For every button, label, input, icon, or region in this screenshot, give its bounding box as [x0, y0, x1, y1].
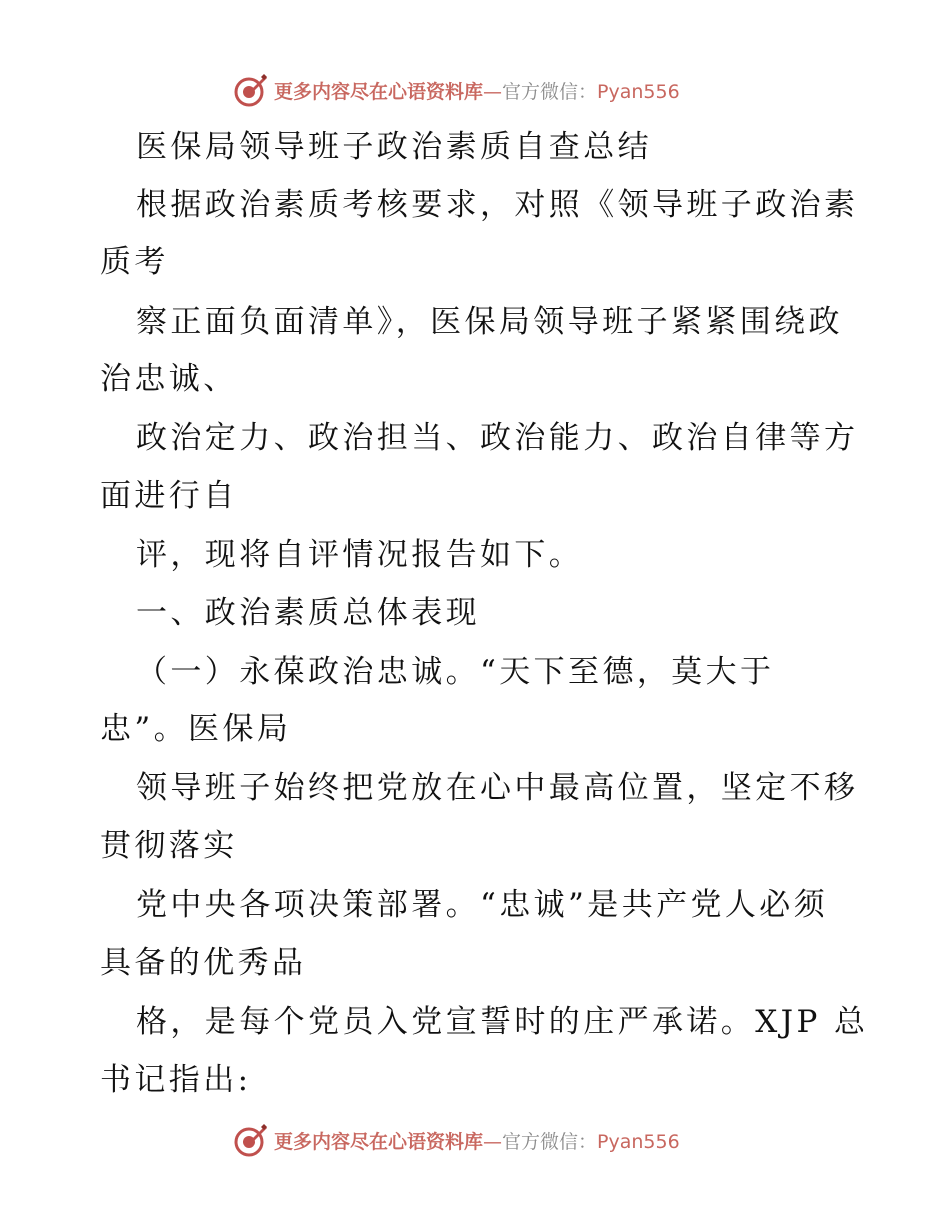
pen-logo-icon — [234, 1123, 268, 1157]
pen-logo-icon — [234, 73, 268, 107]
header-watermark — [234, 72, 680, 108]
watermark-brand: 更多内容尽在心语资料库 — [274, 80, 484, 103]
paragraph-line: 书记指出: — [100, 1062, 252, 1098]
subsection-heading: （一）永葆政治忠诚。“天下至德，莫大于 — [136, 654, 775, 690]
paragraph-line: 根据政治素质考核要求，对照《领导班子政治素 — [136, 187, 859, 223]
paragraph-line: 领导班子始终把党放在心中最高位置，坚定不移 — [136, 770, 859, 806]
watermark-dash: — — [483, 80, 503, 103]
paragraph-line: 治忠诚、 — [100, 361, 238, 397]
paragraph-line: 党中央各项决策部署。“忠诚”是共产党人必须 — [136, 887, 829, 923]
paragraph-line: 格，是每个党员入党宣誓时的庄严承诺。XJP 总 — [136, 1004, 869, 1040]
watermark-id: Pyan556 — [597, 1130, 680, 1153]
watermark-id: Pyan556 — [597, 80, 680, 103]
paragraph-line: 质考 — [100, 244, 169, 280]
watermark-official: 官方微信： — [502, 1130, 598, 1153]
paragraph-line: 政治定力、政治担当、政治能力、政治自律等方 — [136, 420, 859, 456]
paragraph-line: 具备的优秀品 — [100, 945, 307, 981]
paragraph-line: 面进行自 — [100, 478, 238, 514]
document-title: 医保局领导班子政治素质自查总结 — [136, 129, 652, 165]
paragraph-line: 忠”。医保局 — [100, 711, 292, 747]
paragraph-line: 评，现将自评情况报告如下。 — [136, 537, 584, 573]
paragraph-line: 贯彻落实 — [100, 828, 238, 864]
footer-watermark — [234, 1122, 680, 1158]
section-heading: 一、政治素质总体表现 — [136, 595, 480, 631]
watermark-brand: 更多内容尽在心语资料库 — [274, 1130, 484, 1153]
watermark-dash: — — [483, 1130, 503, 1153]
watermark-official: 官方微信： — [502, 80, 598, 103]
paragraph-line: 察正面负面清单》，医保局领导班子紧紧围绕政 — [136, 304, 843, 340]
